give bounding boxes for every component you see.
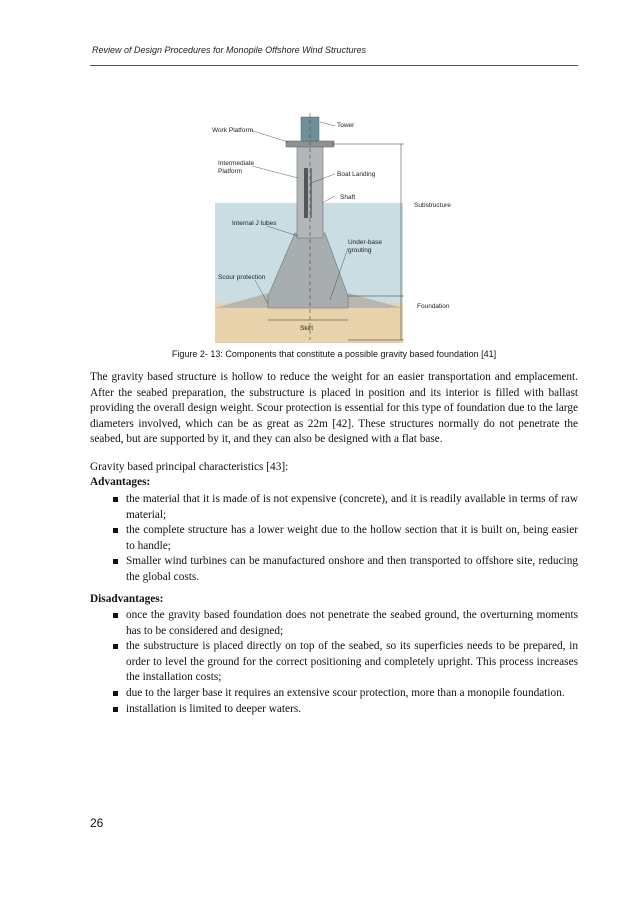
list-item: once the gravity based foundation does not penetrate the seabed ground, the overturning moments has to be considered and designed;: [113, 608, 578, 639]
advantages-list: [113, 492, 578, 586]
bullet-icon: [113, 691, 118, 696]
list-item: installation is limited to deeper waters.: [113, 702, 578, 718]
boat-landing-rail: [310, 168, 312, 218]
list-item: Smaller wind turbines can be manufactured onshore and then transported to offshore site, reducing the global costs.: [113, 554, 578, 585]
disadvantages-heading: Disadvantages:: [90, 593, 164, 605]
bullet-icon: [113, 528, 118, 533]
bullet-icon: [113, 559, 118, 564]
paragraph-1: The gravity based structure is hollow to reduce the weight for an easier transportation and emplacement. After the seabed preparation, the substructure is placed in position and its interior is filled with ballast providing the overall design weight. Scour protection is essential for this type of foundation due to the large diameters involved, which can be as great as 22m [42]. These structures normally do not penetrate the seabed, but are supported by it, and they can also be designed with a flat base.: [90, 371, 578, 446]
label-under-base-2: grouting: [348, 247, 372, 254]
label-work-platform: Work Platform: [212, 127, 254, 134]
characteristics-intro: Gravity based principal characteristics [43]:: [90, 461, 289, 473]
bullet-icon: [113, 644, 118, 649]
label-scour-protection: Scour protection: [218, 274, 266, 281]
bullet-icon: [113, 613, 118, 618]
bullet-icon: [113, 497, 118, 502]
header-rule: [90, 65, 578, 66]
label-internal-j-tubes: Internal J tubes: [232, 220, 277, 227]
label-skirt: Skirt: [300, 325, 313, 332]
label-substructure: Substructure: [414, 202, 451, 209]
label-tower: Tower: [337, 122, 355, 129]
seabed-region: [215, 303, 403, 343]
bullet-icon: [113, 707, 118, 712]
list-item: the material that it is made of is not expensive (concrete), and it is readily available in terms of raw material;: [113, 492, 578, 523]
figure-caption: Figure 2- 13: Components that constitute a possible gravity based foundation [41]: [171, 349, 497, 359]
label-intermediate-2: Platform: [218, 168, 243, 175]
disadvantages-list: [113, 608, 578, 717]
label-shaft: Shaft: [340, 194, 356, 201]
gravity-foundation-figure: [180, 108, 510, 346]
list-item: the complete structure has a lower weight due to the hollow section that it is built on, being easier to handle;: [113, 523, 578, 554]
boat-landing: [304, 168, 308, 218]
label-intermediate-1: Intermediate: [218, 160, 255, 167]
label-under-base-1: Under-base: [348, 239, 382, 246]
label-foundation: Foundation: [417, 303, 450, 310]
page-number: 26: [90, 816, 104, 830]
advantages-heading: Advantages:: [90, 476, 151, 488]
label-boat-landing: Boat Landing: [337, 171, 376, 178]
list-item: due to the larger base it requires an extensive scour protection, more than a monopile foundation.: [113, 686, 578, 702]
list-item: the substructure is placed directly on top of the seabed, so its superficies needs to be prepared, in order to level the ground for the correct positioning and completely upright. This process increases the installation costs;: [113, 639, 578, 686]
running-header: Review of Design Procedures for Monopile Offshore Wind Structures: [92, 45, 367, 55]
